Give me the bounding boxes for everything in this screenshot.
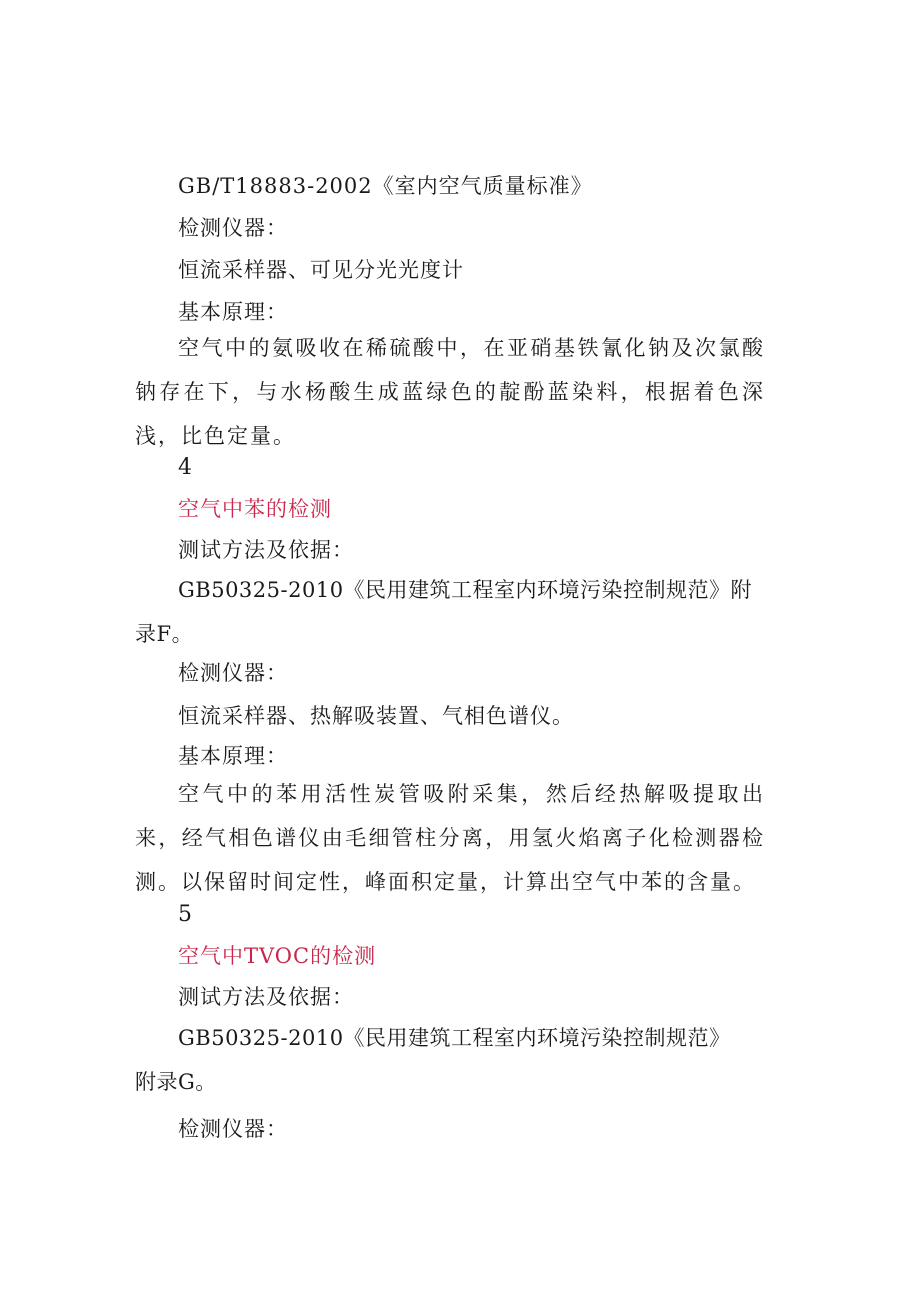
instrument-label-4: 检测仪器：: [178, 661, 288, 685]
method-label-4: 测试方法及依据：: [178, 538, 354, 562]
std-gb18883-line: GB/T18883-2002《室内空气质量标准》: [178, 174, 593, 198]
method-label-5: 测试方法及依据：: [178, 985, 354, 1009]
instrument-label-1: 检测仪器：: [178, 216, 288, 240]
instrument-value-4: 恒流采样器、热解吸装置、气相色谱仪。: [178, 704, 574, 728]
method-text-4: GB50325-2010《民用建筑工程室内环境污染控制规范》附录F。: [135, 578, 753, 646]
section-4-number: 4: [178, 455, 192, 480]
section-5-number: 5: [178, 902, 192, 927]
section-4-title: 空气中苯的检测: [178, 497, 332, 521]
instrument-value-1: 恒流采样器、可见分光光度计: [178, 258, 464, 282]
principle-label-1: 基本原理：: [178, 300, 288, 324]
principle-text-1: 空气中的氨吸收在稀硫酸中，在亚硝基铁氰化钠及次氯酸钠存在下，与水杨酸生成蓝绿色的靛酚蓝染料，根据着色深浅，比色定量。: [135, 336, 765, 448]
section-5-title: 空气中TVOC的检测: [178, 944, 377, 968]
principle-text-4: 空气中的苯用活性炭管吸附采集，然后经热解吸提取出来，经气相色谱仪由毛细管柱分离，用氢火焰离子化检测器检测。以保留时间定性，峰面积定量，计算出空气中苯的含量。: [135, 782, 765, 894]
instrument-label-5: 检测仪器：: [178, 1117, 288, 1141]
principle-label-4: 基本原理：: [178, 744, 288, 768]
method-text-5: GB50325-2010《民用建筑工程室内环境污染控制规范》附录G。: [135, 1026, 731, 1094]
